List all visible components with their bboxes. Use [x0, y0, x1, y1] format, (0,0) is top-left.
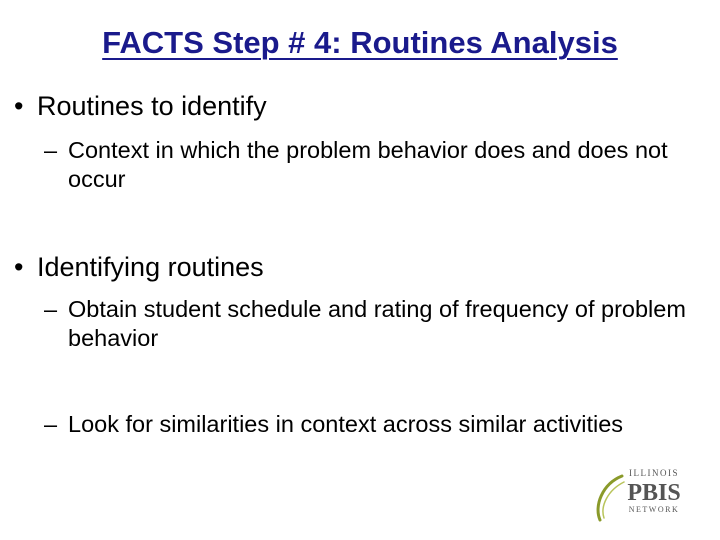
- sub-bullet-marker: –: [44, 137, 58, 163]
- sub-bullet-item: [44, 136, 704, 194]
- sub-bullet-marker: –: [44, 411, 58, 437]
- sub-bullet-text: Look for similarities in context across similar activities: [68, 411, 624, 437]
- logo-line1: ILLINOIS: [629, 468, 679, 478]
- bullet-marker: •: [14, 252, 24, 282]
- logo-line3: NETWORK: [628, 505, 680, 514]
- illinois-pbis-network-logo: [592, 462, 704, 524]
- sub-bullet-text: Context in which the problem behavior does and does not occur: [68, 137, 668, 193]
- bullet-item: [14, 251, 264, 283]
- slide-title: FACTS Step # 4: Routines Analysis: [102, 25, 618, 60]
- bullet-item: [14, 90, 267, 122]
- logo-graphic: [592, 462, 704, 524]
- bullet-marker: •: [14, 91, 24, 121]
- sub-bullet-text: Obtain student schedule and rating of frequency of problem behavior: [68, 296, 686, 352]
- bullet-text: Routines to identify: [37, 91, 267, 121]
- sub-bullet-item: [44, 410, 634, 439]
- sub-bullet-item: [44, 295, 704, 353]
- logo-line2: PBIS: [627, 480, 681, 506]
- bullet-text: Identifying routines: [37, 252, 264, 282]
- logo-swoosh: [598, 476, 622, 520]
- sub-bullet-marker: –: [44, 296, 58, 322]
